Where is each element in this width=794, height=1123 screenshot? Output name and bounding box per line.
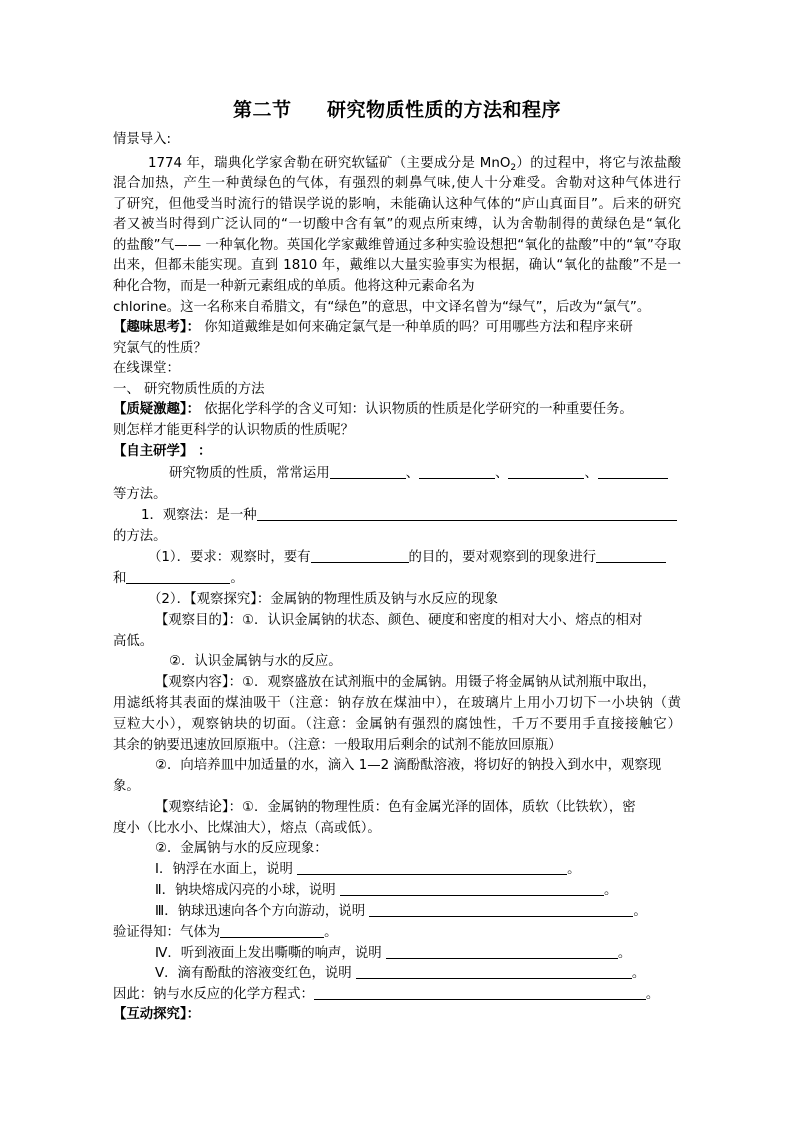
reaction-5: Ⅴ．滴有酚酞的溶液变红色，说明 。 (155, 966, 646, 981)
conclusion-line-1: 【观察结论】：①．金属钠的物理性质：色有金属光泽的固体，质软（比铁软），密 (113, 800, 681, 816)
conclusion-line-2: 度小（比水小、比煤油大），熔点（高或低）。 (113, 821, 381, 836)
interactive-tag: 【互动探究】： (113, 1007, 201, 1022)
blank-method-4[interactable] (598, 466, 668, 479)
blank-reaction-1[interactable] (297, 862, 567, 875)
intro-line-4: 者又被当时得到广泛认同的“一切酸中含有氧”的观点所束缚，认为舍勒制得的黄绿色是“氧化 (113, 217, 681, 232)
intro-line-3: 了研究，但他受当时流行的错误学说的影响，未能确认这种气体的“庐山真面目”。后来的研究 (113, 197, 681, 212)
observe-requirement-2: 和 。 (113, 571, 244, 586)
equation-line: 因此：钠与水反应的化学方程式： 。 (113, 987, 660, 1002)
blank-method-1[interactable] (330, 466, 406, 479)
blank-reaction-3[interactable] (369, 904, 633, 917)
content-line-1: 【观察内容】：①．观察盛放在试剂瓶中的金属钠。用镊子将金属钠从试剂瓶中取出， (113, 675, 681, 691)
question-tag: 【质疑激趣】： (113, 402, 201, 417)
blank-verify-gas[interactable] (220, 925, 324, 938)
fun-question-2: 究氯气的性质？ (113, 341, 207, 356)
reaction-3: Ⅲ．钠球迅速向各个方向游动，说明 。 (155, 904, 647, 919)
blank-reaction-4[interactable] (386, 946, 618, 959)
question-line-2: 则怎样才能更科学的认识物质的性质呢？ (113, 423, 355, 438)
content-line-3: 豆粒大小），观察钠块的切面。（注意：金属钠有强烈的腐蚀性，千万不要用手直接接触它） (113, 717, 681, 732)
intro-heading: 情景导入: (113, 132, 172, 147)
intro-line-1: 1774 年，瑞典化学家舍勒在研究软锰矿（主要成分是 MnO$_2$）的过程中，将它与浓盐酸 (148, 156, 682, 173)
page-title: 第二节 研究物质性质的方法和程序 (232, 99, 562, 121)
blank-method-3[interactable] (508, 466, 584, 479)
blank-observe-analysis[interactable] (126, 571, 230, 584)
observe-requirement: （1）．要求：观察时，要有 的目的，要对观察到的现象进行 (113, 550, 681, 566)
fun-question: 【趣味思考】： 你知道戴维是如何来确定氯气是一种单质的吗？可用哪些方法和程序来研 (113, 320, 633, 335)
verify-line: 验证得知：气体为 。 (113, 925, 338, 940)
goal-line-1b: 高低。 (113, 634, 154, 649)
goal-line-2: ②．认识金属钠与水的反应。 (169, 654, 342, 669)
intro-line-7: 种化合物，而是一种新元素组成的单质。他将这种元素命名为 (113, 279, 475, 294)
section-1-heading: 一、 研究物质性质的方法 (113, 382, 265, 397)
blank-method-2[interactable] (419, 466, 495, 479)
content-line-4: 其余的钠要迅速放回原瓶中。（注意：一般取用后剩余的试剂不能放回原瓶） (113, 738, 562, 753)
goal-tag: 【观察目的】： (155, 613, 243, 628)
observe-line: 1．观察法：是一种 (113, 508, 681, 524)
conclusion-line-3: ②．金属钠与水的反应现象： (155, 841, 328, 856)
blank-reaction-2[interactable] (340, 883, 604, 896)
self-study-tag: 【自主研学】 ： (113, 444, 212, 459)
content-line-5: ②．向培养皿中加适量的水，滴入 1—2 滴酚酞溶液，将切好的钠投入到水中，观察现 (155, 758, 662, 773)
observe-tail: 的方法。 (113, 529, 167, 544)
fun-tag: 【趣味思考】： (113, 320, 201, 335)
content-tag: 【观察内容】： (155, 675, 243, 690)
reaction-2: Ⅱ．钠块熔成闪亮的小球，说明 。 (155, 883, 618, 898)
conclusion-tag: 【观察结论】： (155, 800, 243, 815)
blank-observe-definition[interactable] (257, 508, 677, 521)
online-heading: 在线课堂： (113, 361, 180, 376)
intro-line-2: 混合加热，产生一种黄绿色的气体，有强烈的刺鼻气味,使人十分难受。舍勒对这种气体进行 (113, 176, 681, 191)
intro-line-8: chlorine。这一名称来自希腊文，有“绿色”的意思，中文译名曾为“绿气”，后改为“氯气”。 (113, 300, 651, 315)
blank-reaction-5[interactable] (356, 966, 632, 979)
intro-line-5: 的盐酸”气—— 一种氧化物。英国化学家戴维曾通过多种实验设想把“氧化的盐酸”中的“氧”夺取 (113, 238, 681, 253)
content-line-2: 用滤纸将其表面的煤油吸干（注意：钠存放在煤油中），在玻璃片上用小刀切下一小块钠（黄 (113, 696, 681, 711)
question-line-1: 【质疑激趣】： 依据化学科学的含义可知：认识物质的性质是化学研究的一种重要任务。 (113, 402, 633, 417)
blank-equation[interactable] (314, 987, 646, 1000)
methods-line: 研究物质的性质，常常运用 、 、 、 (113, 466, 681, 482)
methods-tail: 等方法。 (113, 487, 167, 502)
goal-line-1: 【观察目的】：①．认识金属钠的状态、颜色、硬度和密度的相对大小、熔点的相对 (113, 613, 681, 629)
intro-line-6: 出来，但都未能实现。直到 1810 年，戴维以大量实验事实为根据，确认“氧化的盐酸”不是一 (113, 258, 681, 273)
blank-observe-process[interactable] (596, 550, 666, 563)
reaction-1: Ⅰ．钠浮在水面上，说明 。 (155, 862, 581, 877)
blank-observe-purpose[interactable] (311, 550, 409, 563)
reaction-4: Ⅳ．听到液面上发出嘶嘶的响声，说明 。 (155, 946, 632, 961)
content-line-6: 象。 (113, 779, 140, 794)
explore-heading: （2）．【观察探究】：金属钠的物理性质及钠与水反应的现象 (148, 592, 498, 607)
